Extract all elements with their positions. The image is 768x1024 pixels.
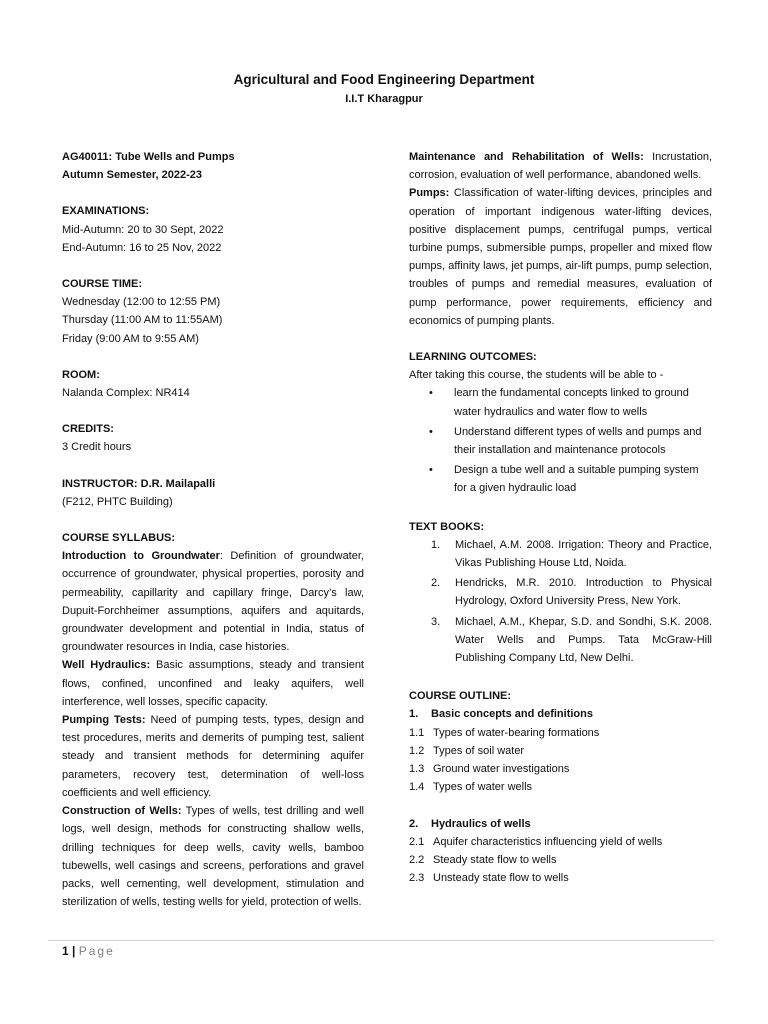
footer-separator: | xyxy=(72,944,76,958)
syllabus-topic-body: Incrustation, corrosion, evaluation of well performance, abandoned wells. xyxy=(409,151,712,182)
page-footer xyxy=(62,944,115,958)
list-item: • Design a tube well and a suitable pumping system for a given hydraulic load xyxy=(409,461,712,497)
list-item: 2. Hendricks, M.R. 2010. Introduction to Physical Hydrology, Oxford University Press, New York. xyxy=(431,577,712,608)
syllabus-paragraph xyxy=(62,802,364,911)
outline-item: 1.2 Types of soil water xyxy=(409,744,525,757)
list-item: 3. Michael, A.M., Khepar, S.D. and Sondhi, S.K. 2008. Water Wells and Pumps. Tata McGraw-Hill Publishing Company Ltd, New Delhi. xyxy=(431,615,712,665)
mid-autumn-exam: Mid-Autumn: 20 to 30 Sept, 2022 xyxy=(62,223,224,236)
syllabus-paragraph xyxy=(62,711,364,802)
course-outline-heading: COURSE OUTLINE: xyxy=(409,690,512,703)
bullet-icon: • xyxy=(429,464,433,477)
outline-item: 2.3 Unsteady state flow to wells xyxy=(409,872,569,885)
right-column xyxy=(409,148,712,887)
end-autumn-exam: End-Autumn: 16 to 25 Nov, 2022 xyxy=(62,241,222,254)
syllabus-topic-title: Construction of Wells: xyxy=(62,805,182,818)
syllabus-topic-title: Maintenance and Rehabilitation of Wells: xyxy=(409,151,644,163)
department-title: Agricultural and Food Engineering Department xyxy=(233,72,535,87)
institute-name: I.I.T Kharagpur xyxy=(345,93,423,105)
list-item: • learn the fundamental concepts linked to ground water hydraulics and water flow to wells xyxy=(409,384,712,420)
syllabus-topic-title: Well Hydraulics: xyxy=(62,659,151,672)
outline-item: 1.1 Types of water-bearing formations xyxy=(409,726,600,739)
course-time-wednesday: Wednesday (12:00 to 12:55 PM) xyxy=(62,296,221,309)
syllabus-paragraph xyxy=(62,656,364,711)
outline-section-heading: 1. Basic concepts and definitions xyxy=(409,708,593,721)
syllabus-topic-body: Definition of groundwater, occurrence of groundwater, physical properties, porosity and permeability, capillarity and capillary fringe, Darcy’s law, Dupuit-Forchheimer assumptions, aquifers and aquitards, groundwater development and potential in India, status of groundwater resources in India, case histories. xyxy=(62,550,364,654)
course-code: AG40011: Tube Wells and Pumps xyxy=(62,151,235,163)
syllabus-topic-body: Classification of water-lifting devices, principles and operation of important indigenous water-lifting devices, positive displacement pumps, centrifugal pumps, vertical turbine pumps, submersible pumps, propeller and mixed flow pumps, affinity laws, jet pumps, air-lift pumps, pump selection, troubles of pumps and remedial measures, evaluation of pump performance, power requirements, efficiency and economics of pumping plants. xyxy=(409,187,712,327)
outline-section-heading: 2. Hydraulics of wells xyxy=(409,817,531,830)
course-time-friday: Friday (9:00 AM to 9:55 AM) xyxy=(62,332,199,345)
page-number: 1 xyxy=(62,944,69,958)
semester: Autumn Semester, 2022-23 xyxy=(62,169,203,182)
syllabus-paragraph xyxy=(409,184,712,330)
bullet-icon: • xyxy=(429,425,433,438)
room-heading: ROOM: xyxy=(62,368,100,381)
text-books-heading: TEXT BOOKS: xyxy=(409,520,485,533)
outline-item: 2.1 Aquifer characteristics influencing yield of wells xyxy=(409,835,663,848)
syllabus-topic-body: Types of wells, test drilling and well logs, well design, methods for constructing shallow wells, drilling techniques for deep wells, cavity wells, bamboo tubewells, well casings and screens, perforations and gravel packs, well cementing, well development, stimulation and sterilization of wells, testing wells for yield, protection of wells. xyxy=(62,805,364,909)
left-column xyxy=(62,148,364,911)
examinations-heading: EXAMINATIONS: xyxy=(62,205,150,218)
syllabus-topic-title: Pumping Tests: xyxy=(62,714,146,727)
syllabus-topic-body: Basic assumptions, steady and transient flows, confined, unconfined and leaky aquifers, well interference, well losses, specific capacity. xyxy=(62,659,364,708)
course-time-heading: COURSE TIME: xyxy=(62,278,143,291)
syllabus-paragraph: Introduction to Groundwater: Definition of groundwater, occurrence of groundwater, physical properties, porosity and permeability, capillarity and capillary fringe, Darcy’s law, Dupuit-Forchheimer assumptions, aquifers and aquitards, groundwater development and potential in India, status of groundwater resources in India, case histories. xyxy=(62,550,364,654)
learning-outcomes-intro: After taking this course, the students will be able to - xyxy=(409,369,664,382)
syllabus-heading: COURSE SYLLABUS: xyxy=(62,532,176,545)
list-item: • Understand different types of wells and pumps and their installation and maintenance protocols xyxy=(409,423,712,459)
instructor-heading: INSTRUCTOR: D.R. Mailapalli xyxy=(62,477,216,490)
bullet-icon: • xyxy=(429,387,433,400)
credits-value: 3 Credit hours xyxy=(62,441,132,454)
page-label: Page xyxy=(78,944,115,958)
syllabus-topic-title: Introduction to Groundwater xyxy=(62,550,220,563)
text-books-list xyxy=(409,536,712,667)
learning-outcomes-list xyxy=(409,384,712,497)
footer-divider xyxy=(48,940,714,941)
syllabus-topic-title: Pumps: xyxy=(409,187,450,200)
outline-item: 1.4 Types of water wells xyxy=(409,781,533,794)
room-value: Nalanda Complex: NR414 xyxy=(62,387,190,400)
outline-item: 2.2 Steady state flow to wells xyxy=(409,853,557,866)
learning-outcomes-heading: LEARNING OUTCOMES: xyxy=(409,351,537,364)
syllabus-topic-body: Need of pumping tests, types, design and test procedures, merits and demerits of pumping test, salient steady and transient methods for determining aquifer parameters, recovery test, determination of well-loss coefficients and well efficiency. xyxy=(62,714,364,799)
instructor-office: (F212, PHTC Building) xyxy=(62,495,173,508)
course-time-thursday: Thursday (11:00 AM to 11:55AM) xyxy=(62,314,223,327)
syllabus-paragraph xyxy=(409,148,712,184)
list-item: 1. Michael, A.M. 2008. Irrigation: Theory and Practice, Vikas Publishing House Ltd, Noida. xyxy=(431,538,712,570)
credits-heading: CREDITS: xyxy=(62,423,114,436)
outline-item: 1.3 Ground water investigations xyxy=(409,763,570,776)
